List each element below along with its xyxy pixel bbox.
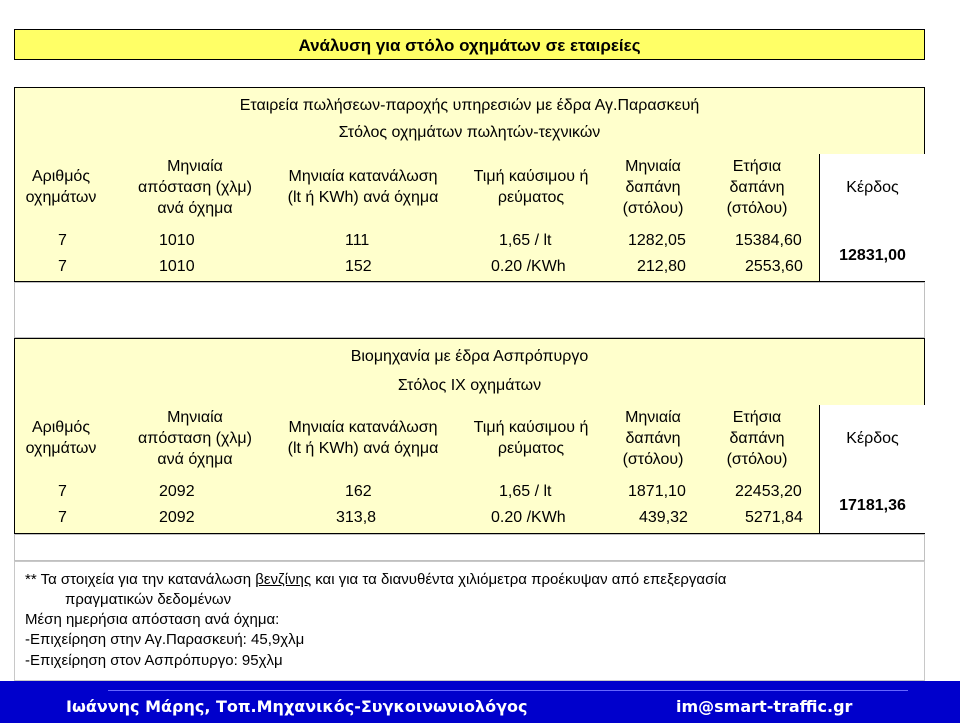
note-underlined-word: βενζίνης: [255, 571, 312, 588]
header-distance: Μηνιαία απόσταση (χλμ) ανά όχημα: [138, 409, 252, 468]
header-monthly-cost: Μηνιαία δαπάνη (στόλου): [622, 409, 684, 468]
cell-monthly-cost: 212,80: [637, 258, 686, 275]
section-1-fleet: Στόλος οχημάτων πωλητών-τεχνικών: [338, 124, 601, 141]
footer-email[interactable]: im@smart-traffic.gr: [676, 697, 853, 716]
notes-box: [14, 561, 925, 681]
cell-price: 1,65 / lt: [499, 483, 552, 500]
cell-annual-cost: 15384,60: [735, 232, 802, 249]
page-title: Ανάλυση για στόλο οχημάτων σε εταιρείες: [14, 29, 925, 60]
table-row: [15, 505, 819, 533]
header-vehicles: Αριθμός οχημάτων: [25, 419, 97, 457]
footer-divider: [108, 690, 908, 691]
profit-value: 17181,36: [839, 497, 906, 514]
note-line-5: -Επιχείρηση στον Ασπρόπυργο: 95χλμ: [25, 652, 283, 669]
cell-monthly-cost: 439,32: [639, 509, 688, 526]
note-line-2: πραγματικών δεδομένων: [65, 591, 232, 608]
footer-author: Ιωάννης Μάρης, Τοπ.Μηχανικός-Συγκοινωνιολόγος: [66, 697, 528, 716]
header-profit: Κέρδος: [846, 179, 899, 196]
cell-vehicles: 7: [58, 509, 67, 526]
cell-distance: 2092: [159, 483, 195, 500]
table-row: [15, 228, 819, 254]
cell-vehicles: 7: [58, 258, 67, 275]
header-price: Τιμή καύσιμου ή ρεύματος: [473, 419, 589, 457]
cell-price: 1,65 / lt: [499, 232, 552, 249]
profit-value: 12831,00: [839, 247, 906, 264]
note-line-3: Μέση ημερήσια απόσταση ανά όχημα:: [25, 611, 280, 628]
cell-distance: 2092: [159, 509, 195, 526]
cell-consumption: 313,8: [336, 509, 377, 526]
section-1-company: Εταιρεία πωλήσεων-παροχής υπηρεσιών με έδρα Αγ.Παρασκευή: [239, 97, 700, 114]
header-consumption: Μηνιαία κατανάλωση (lt ή KWh) ανά όχημα: [287, 168, 439, 206]
cell-monthly-cost: 1871,10: [628, 483, 686, 500]
profit-column: [819, 154, 925, 281]
cell-consumption: 152: [345, 258, 372, 275]
section-spacer: [14, 282, 925, 338]
cell-consumption: 111: [345, 232, 370, 249]
section-2-panel: [14, 338, 925, 534]
note-line-4: -Επιχείρηση στην Αγ.Παρασκευή: 45,9χλμ: [25, 631, 305, 648]
header-consumption: Μηνιαία κατανάλωση (lt ή KWh) ανά όχημα: [287, 419, 439, 457]
note-line-1: ** Τα στοιχεία για την κατανάλωση βενζίνης και για τα διανυθέντα χιλιόμετρα προέκυψαν από επεξεργασία: [25, 571, 727, 588]
header-profit: Κέρδος: [846, 430, 899, 447]
table-row: [15, 254, 819, 281]
cell-vehicles: 7: [58, 232, 67, 249]
header-annual-cost: Ετήσια δαπάνη (στόλου): [726, 158, 788, 217]
header-price: Τιμή καύσιμου ή ρεύματος: [473, 168, 589, 206]
header-monthly-cost: Μηνιαία δαπάνη (στόλου): [622, 158, 684, 217]
section-2-company: Βιομηχανία με έδρα Ασπρόπυργο: [350, 348, 589, 365]
header-annual-cost: Ετήσια δαπάνη (στόλου): [726, 409, 788, 468]
header-vehicles: Αριθμός οχημάτων: [25, 168, 97, 206]
header-distance: Μηνιαία απόσταση (χλμ) ανά όχημα: [138, 158, 252, 217]
cell-annual-cost: 5271,84: [745, 509, 803, 526]
cell-annual-cost: 2553,60: [745, 258, 803, 275]
footer-bar: [0, 681, 960, 723]
profit-column: [819, 405, 925, 533]
cell-price: 0.20 /KWh: [491, 258, 566, 275]
section-2-fleet: Στόλος IX οχημάτων: [397, 377, 542, 394]
cell-distance: 1010: [159, 258, 195, 275]
cell-annual-cost: 22453,20: [735, 483, 802, 500]
cell-monthly-cost: 1282,05: [628, 232, 686, 249]
section-1-panel: [14, 87, 925, 282]
cell-consumption: 162: [345, 483, 372, 500]
table-row: [15, 479, 819, 505]
cell-vehicles: 7: [58, 483, 67, 500]
cell-distance: 1010: [159, 232, 195, 249]
cell-price: 0.20 /KWh: [491, 509, 566, 526]
section-spacer: [14, 534, 925, 561]
